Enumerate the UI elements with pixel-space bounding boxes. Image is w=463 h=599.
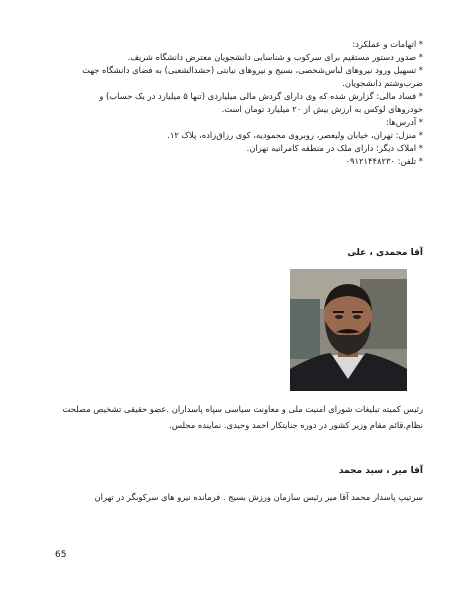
text-line: * اتهامات و عملکرد:: [352, 39, 423, 49]
text-line: * منزل: تهران، خیابان ولیعصر، روبروی محمودیه، کوی رزاق‌زاده، پلاک ۱۲.: [167, 130, 423, 140]
person-heading-aghamir: آقا میر ، سید محمد: [338, 466, 423, 476]
text-line: ضرب‌وشتم دانشجویان.: [342, 78, 423, 88]
text-line: * فساد مالی: گزارش شده که وی دارای گردش مالی میلیاردی (تنها ۵ میلیارد در یک حساب) و: [99, 91, 423, 101]
text-line: * آدرس‌ها:: [386, 117, 423, 127]
text-line: خودروهای لوکس به ارزش بیش از ۲۰ میلیارد تومان است.: [221, 104, 423, 114]
person-heading-aghamohammadi: آقا محمدی ، علی: [347, 248, 423, 258]
person-bio-aghamohammadi: رئیس کمیته تبلیغات شورای امنیت ملی و معاونت سیاسی سپاه پاسداران .عضو حقیقی تشخیص مصلحت نظام.قائم مقام وزیر کشور در دوره جنایتکار احمد وحیدی. نماینده مجلس.: [62, 404, 423, 430]
person-bio-aghamir: سرتیپ پاسدار محمد آقا میر رئیس سازمان ورزش بسیج . فرمانده نیرو های سرکوبگر در تهران: [94, 492, 423, 502]
text-line: * املاک دیگر: دارای ملک در منطقه کامرانیه تهران.: [246, 143, 423, 153]
text-line: * تلفن: ۰۹۱۲۱۴۴۸۲۳۰: [345, 156, 423, 166]
page-number: 65: [55, 550, 67, 560]
text-line: * تسهیل ورود نیروهای لباس‌شخصی، بسیج و نیروهای نیابتی (حشدالشعبی) به فضای دانشگاه جهت: [82, 65, 423, 75]
allegations-block: [33, 38, 423, 168]
portrait-photo: [290, 269, 407, 391]
text-line: * صدور دستور مستقیم برای سرکوب و شناسایی دانشجویان معترض دانشگاه شریف.: [127, 52, 423, 62]
